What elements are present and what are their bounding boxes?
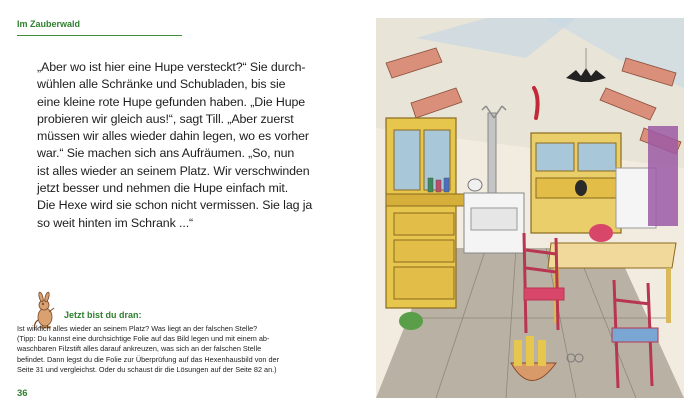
chapter-header	[17, 14, 182, 36]
task-title: Jetzt bist du dran:	[64, 310, 142, 320]
story-line: war.“ Sie machen sich ans Aufräumen. „So, nun	[37, 146, 295, 161]
story-line: so weit hinten im Schrank ...“	[37, 215, 194, 230]
task-line: (Tipp: Du kannst eine durchsichtige Folie auf das Bild legen und mit einem ab-	[17, 334, 270, 344]
witch-kitchen-illustration	[376, 18, 684, 398]
story-line: „Aber wo ist hier eine Hupe versteckt?“ Sie durch-	[37, 60, 306, 74]
task-line: Seite 31 und vergleichst. Oder du schaust dir die Lösungen auf der Seite 82 an.)	[17, 364, 277, 374]
task-line: waschbaren Filzstift alles darauf ankreuzen, was sich an der falschen Stelle	[17, 344, 262, 354]
story-line: müssen wir alles wieder dahin legen, wo es vorher	[37, 129, 309, 144]
story-line: ist alles wieder an seinem Platz. Wir verschwinden	[37, 163, 310, 178]
task-line: befindet. Dann legst du die Folie zur Überprüfung auf das Hexenhausbild von der	[17, 354, 280, 364]
task-text	[17, 324, 319, 375]
story-text	[37, 59, 315, 232]
task-line: Ist wirklich alles wieder an seinem Platz? Was liegt an der falschen Stelle?	[17, 324, 258, 333]
story-line: eine kleine rote Hupe gefunden haben. „Die Hupe	[37, 94, 306, 109]
story-line: probieren wir gleich aus!“, sagt Till. „Aber zuerst	[37, 111, 294, 126]
story-line: Die Hexe wird sie schon nicht vermissen. Sie lag ja	[37, 198, 313, 213]
page-number: 36	[17, 388, 28, 399]
story-line: jetzt besser und nehmen die Hupe einfach mit.	[37, 181, 289, 196]
chapter-title: Im Zauberwald	[17, 19, 81, 29]
story-line: wühlen alle Schränke und Schubladen, bis sie	[37, 77, 286, 92]
